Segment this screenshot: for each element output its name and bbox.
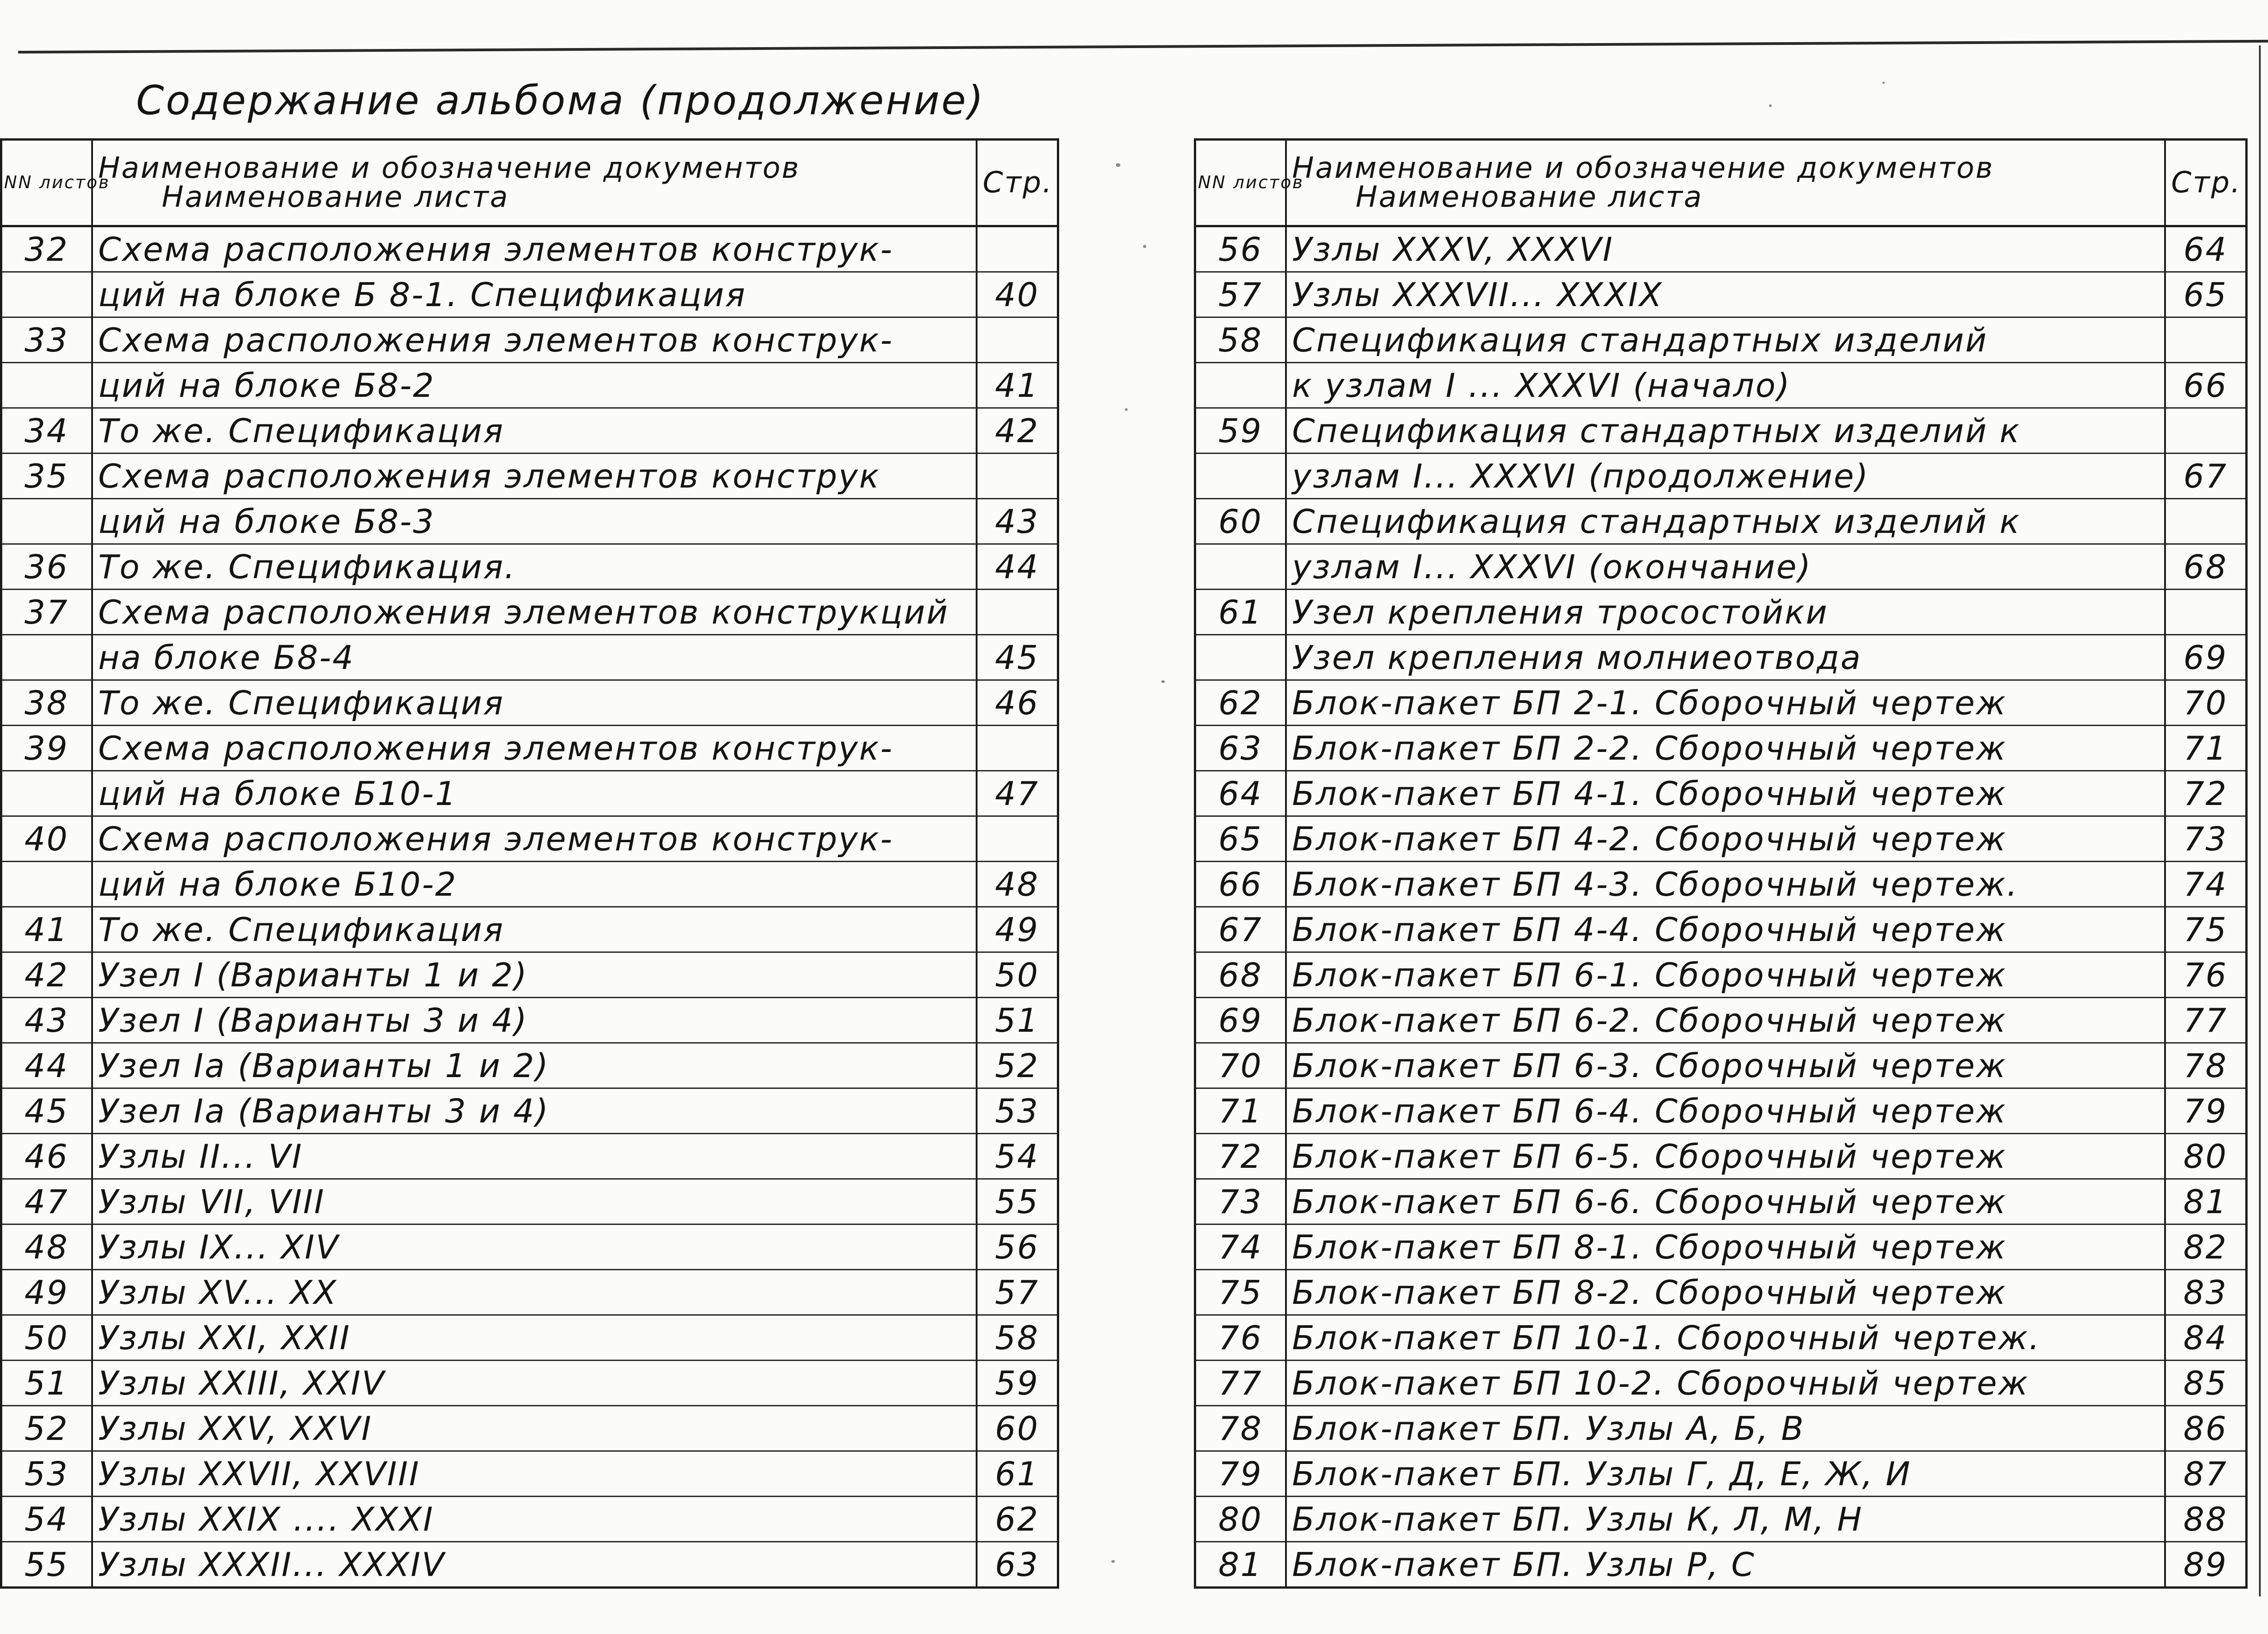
sheet-number-cell: 64: [1195, 771, 1286, 816]
table-row: [1195, 1270, 2247, 1315]
document-name-cell: Узел Iа (Варианты 1 и 2): [92, 1043, 977, 1088]
document-name-cell: Блок-пакет БП 6-6. Сборочный чертеж: [1286, 1179, 2165, 1224]
sheet-number-cell: 34: [1, 408, 92, 454]
sheet-number-cell: 80: [1195, 1497, 1286, 1542]
page-header: Стр.: [2165, 140, 2247, 226]
document-name-header: [92, 140, 977, 226]
document-name-cell: Схема расположения элементов конструк: [92, 454, 977, 499]
table-row: [1195, 454, 2247, 499]
page-number-cell: 61: [977, 1451, 1058, 1497]
page-number-cell: 86: [2165, 1406, 2247, 1451]
document-name-cell: Спецификация стандартных изделий к: [1286, 408, 2165, 454]
contents-table-left: [0, 138, 1059, 1589]
scan-speck: [1769, 104, 1772, 107]
document-name-cell: Блок-пакет БП 8-2. Сборочный чертеж: [1286, 1270, 2165, 1315]
table-row: [1195, 1315, 2247, 1361]
table-row: [1195, 1088, 2247, 1134]
document-name-cell: Узлы VII, VIII: [92, 1179, 977, 1224]
page-number-cell: 49: [977, 907, 1058, 952]
document-name-cell: Блок-пакет БП 4-3. Сборочный чертеж.: [1286, 862, 2165, 907]
table-row: [1, 544, 1058, 590]
sheet-number-cell: 81: [1195, 1542, 1286, 1588]
table-row: [1195, 1179, 2247, 1224]
page-number-cell: [2165, 499, 2247, 544]
table-row: [1195, 363, 2247, 408]
document-name-cell: Блок-пакет БП 4-1. Сборочный чертеж: [1286, 771, 2165, 816]
document-name-header-line1: Наименование и обозначение документов: [98, 151, 800, 185]
page-number-cell: 58: [977, 1315, 1058, 1361]
table-row: [1195, 544, 2247, 590]
sheet-number-cell: 35: [1, 454, 92, 499]
sheet-number-cell: [1, 363, 92, 408]
page-number-cell: 62: [977, 1497, 1058, 1542]
page-number-cell: [2165, 590, 2247, 635]
album-contents-title: Содержание альбома (продолжение): [136, 77, 985, 124]
sheet-number-cell: 71: [1195, 1088, 1286, 1134]
page-number-cell: 59: [977, 1361, 1058, 1406]
document-name-cell: То же. Спецификация: [92, 408, 977, 454]
table-row: [1, 771, 1058, 816]
document-name-cell: Узлы XXXII... XXXIV: [92, 1542, 977, 1588]
table-row: [1195, 680, 2247, 726]
page-number-cell: [977, 726, 1058, 771]
page-number-cell: 64: [2165, 226, 2247, 272]
sheet-number-cell: 61: [1195, 590, 1286, 635]
sheet-number-cell: 73: [1195, 1179, 1286, 1224]
document-name-cell: Узел крепления молниеотвода: [1286, 635, 2165, 680]
table-row: [1195, 998, 2247, 1043]
page-number-cell: 67: [2165, 454, 2247, 499]
document-name-cell: Блок-пакет БП 2-2. Сборочный чертеж: [1286, 726, 2165, 771]
document-name-cell: Блок-пакет БП 10-2. Сборочный чертеж: [1286, 1361, 2165, 1406]
document-name-cell: узлам I... XXXVI (окончание): [1286, 544, 2165, 590]
document-name-cell: Спецификация стандартных изделий к: [1286, 499, 2165, 544]
table-row: [1, 952, 1058, 998]
sheet-number-cell: 77: [1195, 1361, 1286, 1406]
page-number-cell: 52: [977, 1043, 1058, 1088]
document-name-cell: Узлы II... VI: [92, 1134, 977, 1179]
sheet-number-cell: 53: [1, 1451, 92, 1497]
table-row: [1, 1361, 1058, 1406]
table-row: [1, 1315, 1058, 1361]
page-number-cell: 72: [2165, 771, 2247, 816]
table-row: [1, 726, 1058, 771]
page-number-cell: 54: [977, 1134, 1058, 1179]
table-row: [1, 635, 1058, 680]
table-row: [1195, 1224, 2247, 1270]
document-name-header-line2: Наименование листа: [1355, 180, 1703, 214]
document-name-header: [1286, 140, 2165, 226]
document-name-cell: То же. Спецификация: [92, 907, 977, 952]
page-number-cell: 78: [2165, 1043, 2247, 1088]
table-row: [1, 226, 1058, 272]
scan-speck: [1882, 82, 1885, 84]
document-name-cell: ций на блоке Б10-1: [92, 771, 977, 816]
contents-table-right: [1194, 138, 2248, 1589]
sheet-number-cell: [1195, 544, 1286, 590]
sheet-number-cell: [1, 272, 92, 317]
sheet-number-cell: 51: [1, 1361, 92, 1406]
sheet-number-cell: [1, 771, 92, 816]
table-row: [1, 408, 1058, 454]
page-number-cell: 83: [2165, 1270, 2247, 1315]
sheet-number-cell: 54: [1, 1497, 92, 1542]
document-name-cell: ций на блоке Б10-2: [92, 862, 977, 907]
table-row: [1, 1270, 1058, 1315]
sheet-number-cell: 59: [1195, 408, 1286, 454]
sheet-number-cell: 63: [1195, 726, 1286, 771]
document-name-cell: Блок-пакет БП. Узлы К, Л, М, Н: [1286, 1497, 2165, 1542]
table-row: [1195, 726, 2247, 771]
document-name-cell: Схема расположения элементов конструк-: [92, 317, 977, 363]
table-row: [1, 1406, 1058, 1451]
document-name-cell: Узлы XXIII, XXIV: [92, 1361, 977, 1406]
sheet-number-cell: [1, 499, 92, 544]
table-header-row: [1195, 140, 2247, 226]
document-name-cell: Блок-пакет БП. Узлы Г, Д, Е, Ж, И: [1286, 1451, 2165, 1497]
sheet-number-cell: 69: [1195, 998, 1286, 1043]
document-name-cell: Блок-пакет БП 4-4. Сборочный чертеж: [1286, 907, 2165, 952]
document-name-cell: Узлы XXV, XXVI: [92, 1406, 977, 1451]
document-name-cell: к узлам I ... XXXVI (начало): [1286, 363, 2165, 408]
document-name-cell: Узлы XXVII, XXVIII: [92, 1451, 977, 1497]
page-number-cell: 81: [2165, 1179, 2247, 1224]
page-number-cell: 73: [2165, 816, 2247, 862]
sheet-number-cell: 32: [1, 226, 92, 272]
table-row: [1, 907, 1058, 952]
page-number-cell: 84: [2165, 1315, 2247, 1361]
table-row: [1195, 1542, 2247, 1588]
contents-left-rows: [1, 226, 1058, 1588]
sheet-number-cell: 68: [1195, 952, 1286, 998]
document-name-cell: Схема расположения элементов конструкций: [92, 590, 977, 635]
scan-speck: [1111, 1560, 1115, 1563]
page-number-cell: 63: [977, 1542, 1058, 1588]
sheet-number-cell: 50: [1, 1315, 92, 1361]
sheet-number-cell: 66: [1195, 862, 1286, 907]
document-name-cell: То же. Спецификация: [92, 680, 977, 726]
page-number-cell: 48: [977, 862, 1058, 907]
document-name-cell: Узлы XV... XX: [92, 1270, 977, 1315]
sheet-number-cell: 62: [1195, 680, 1286, 726]
page-number-cell: 44: [977, 544, 1058, 590]
document-name-cell: Узел крепления тросостойки: [1286, 590, 2165, 635]
table-row: [1195, 499, 2247, 544]
sheet-number-cell: 49: [1, 1270, 92, 1315]
page-number-cell: 50: [977, 952, 1058, 998]
table-row: [1, 1497, 1058, 1542]
document-name-cell: Узлы XXIX .... XXXI: [92, 1497, 977, 1542]
page-number-cell: [2165, 408, 2247, 454]
page-number-cell: 87: [2165, 1451, 2247, 1497]
page-number-cell: 69: [2165, 635, 2247, 680]
table-row: [1195, 317, 2247, 363]
scan-speck: [1143, 245, 1146, 248]
document-name-cell: То же. Спецификация.: [92, 544, 977, 590]
sheet-number-cell: 33: [1, 317, 92, 363]
page-number-cell: 68: [2165, 544, 2247, 590]
page-number-cell: 85: [2165, 1361, 2247, 1406]
sheet-number-cell: 72: [1195, 1134, 1286, 1179]
document-name-cell: на блоке Б8-4: [92, 635, 977, 680]
page-number-cell: 43: [977, 499, 1058, 544]
page-number-cell: 51: [977, 998, 1058, 1043]
sheet-number-cell: 74: [1195, 1224, 1286, 1270]
table-row: [1195, 862, 2247, 907]
document-name-cell: Блок-пакет БП 6-2. Сборочный чертеж: [1286, 998, 2165, 1043]
sheet-number-cell: [1, 862, 92, 907]
page-number-cell: 57: [977, 1270, 1058, 1315]
document-name-cell: Блок-пакет БП 6-1. Сборочный чертеж: [1286, 952, 2165, 998]
contents-right-rows: [1195, 226, 2247, 1588]
page-number-cell: 77: [2165, 998, 2247, 1043]
document-name-cell: Блок-пакет БП 6-4. Сборочный чертеж: [1286, 1088, 2165, 1134]
document-name-cell: ций на блоке Б8-3: [92, 499, 977, 544]
page-number-cell: [977, 317, 1058, 363]
sheet-number-cell: 55: [1, 1542, 92, 1588]
table-row: [1195, 907, 2247, 952]
document-name-cell: ций на блоке Б 8-1. Спецификация: [92, 272, 977, 317]
sheet-number-cell: 75: [1195, 1270, 1286, 1315]
table-row: [1, 1043, 1058, 1088]
sheet-number-cell: [1195, 363, 1286, 408]
page-number-cell: [977, 590, 1058, 635]
document-name-cell: Блок-пакет БП 4-2. Сборочный чертеж: [1286, 816, 2165, 862]
page-number-cell: [977, 454, 1058, 499]
table-row: [1195, 226, 2247, 272]
page-number-cell: 74: [2165, 862, 2247, 907]
scan-speck: [1125, 408, 1128, 411]
sheet-number-header: NN листов: [1, 140, 92, 226]
sheet-number-cell: 67: [1195, 907, 1286, 952]
sheet-number-cell: 79: [1195, 1451, 1286, 1497]
table-row: [1, 1088, 1058, 1134]
table-row: [1, 499, 1058, 544]
table-row: [1195, 1497, 2247, 1542]
document-name-cell: Узлы XXXV, XXXVI: [1286, 226, 2165, 272]
document-name-cell: Узел I (Варианты 1 и 2): [92, 952, 977, 998]
table-row: [1, 1451, 1058, 1497]
sheet-number-cell: 43: [1, 998, 92, 1043]
page-number-cell: 55: [977, 1179, 1058, 1224]
page-number-cell: 75: [2165, 907, 2247, 952]
page-number-cell: 40: [977, 272, 1058, 317]
table-row: [1, 1134, 1058, 1179]
scan-speck: [1161, 680, 1165, 683]
page-number-cell: [977, 226, 1058, 272]
page-number-cell: 41: [977, 363, 1058, 408]
table-row: [1195, 952, 2247, 998]
page-number-cell: 47: [977, 771, 1058, 816]
table-row: [1195, 1361, 2247, 1406]
table-row: [1195, 408, 2247, 454]
sheet-number-cell: 44: [1, 1043, 92, 1088]
page-number-cell: 56: [977, 1224, 1058, 1270]
document-name-cell: Узлы XXI, XXII: [92, 1315, 977, 1361]
table-row: [1195, 590, 2247, 635]
table-row: [1195, 771, 2247, 816]
page-header: Стр.: [977, 140, 1058, 226]
page-number-cell: [2165, 317, 2247, 363]
document-name-cell: узлам I... XXXVI (продолжение): [1286, 454, 2165, 499]
sheet-number-cell: 52: [1, 1406, 92, 1451]
sheet-number-cell: 36: [1, 544, 92, 590]
sheet-number-cell: 46: [1, 1134, 92, 1179]
document-name-header-line2: Наименование листа: [161, 180, 509, 214]
table-row: [1195, 1406, 2247, 1451]
sheet-number-cell: [1195, 635, 1286, 680]
table-row: [1, 816, 1058, 862]
page-number-cell: 89: [2165, 1542, 2247, 1588]
table-row: [1, 272, 1058, 317]
page-number-cell: 76: [2165, 952, 2247, 998]
sheet-number-cell: 37: [1, 590, 92, 635]
sheet-number-cell: 42: [1, 952, 92, 998]
document-name-cell: Блок-пакет БП 2-1. Сборочный чертеж: [1286, 680, 2165, 726]
table-row: [1195, 635, 2247, 680]
page-number-cell: 71: [2165, 726, 2247, 771]
table-row: [1195, 1134, 2247, 1179]
document-name-cell: ций на блоке Б8-2: [92, 363, 977, 408]
page-number-cell: 66: [2165, 363, 2247, 408]
sheet-number-cell: [1195, 454, 1286, 499]
sheet-number-cell: 56: [1195, 226, 1286, 272]
table-row: [1195, 816, 2247, 862]
page-number-cell: 70: [2165, 680, 2247, 726]
document-name-cell: Блок-пакет БП. Узлы Р, С: [1286, 1542, 2165, 1588]
page-number-cell: 80: [2165, 1134, 2247, 1179]
sheet-number-cell: 38: [1, 680, 92, 726]
page-number-cell: 60: [977, 1406, 1058, 1451]
page-number-cell: 42: [977, 408, 1058, 454]
sheet-number-cell: 70: [1195, 1043, 1286, 1088]
table-row: [1, 317, 1058, 363]
document-name-cell: Блок-пакет БП 6-5. Сборочный чертеж: [1286, 1134, 2165, 1179]
sheet-number-header: NN листов: [1195, 140, 1286, 226]
table-row: [1, 1224, 1058, 1270]
page-number-cell: 45: [977, 635, 1058, 680]
page-number-cell: 53: [977, 1088, 1058, 1134]
table-row: [1, 1542, 1058, 1588]
document-name-cell: Блок-пакет БП 6-3. Сборочный чертеж: [1286, 1043, 2165, 1088]
table-row: [1195, 1043, 2247, 1088]
page-number-cell: [977, 816, 1058, 862]
sheet-number-cell: 41: [1, 907, 92, 952]
sheet-number-cell: 47: [1, 1179, 92, 1224]
page-number-cell: 79: [2165, 1088, 2247, 1134]
document-name-header-line1: Наименование и обозначение документов: [1292, 151, 1994, 185]
document-name-cell: Схема расположения элементов конструк-: [92, 816, 977, 862]
table-row: [1, 862, 1058, 907]
table-header-row: [1, 140, 1058, 226]
page-number-cell: 88: [2165, 1497, 2247, 1542]
sheet-number-cell: 57: [1195, 272, 1286, 317]
document-name-cell: Блок-пакет БП 8-1. Сборочный чертеж: [1286, 1224, 2165, 1270]
document-name-cell: Схема расположения элементов конструк-: [92, 726, 977, 771]
sheet-number-cell: 78: [1195, 1406, 1286, 1451]
page-number-cell: 65: [2165, 272, 2247, 317]
page-number-cell: 46: [977, 680, 1058, 726]
sheet-number-cell: [1, 635, 92, 680]
table-row: [1, 998, 1058, 1043]
document-name-cell: Блок-пакет БП. Узлы А, Б, В: [1286, 1406, 2165, 1451]
sheet-number-cell: 58: [1195, 317, 1286, 363]
table-row: [1, 590, 1058, 635]
table-row: [1195, 1451, 2247, 1497]
document-name-cell: Узлы IX... XIV: [92, 1224, 977, 1270]
document-name-cell: Узел I (Варианты 3 и 4): [92, 998, 977, 1043]
table-row: [1, 363, 1058, 408]
table-row: [1, 680, 1058, 726]
document-name-cell: Спецификация стандартных изделий: [1286, 317, 2165, 363]
sheet-number-cell: 65: [1195, 816, 1286, 862]
sheet-number-cell: 60: [1195, 499, 1286, 544]
scan-speck: [1116, 163, 1120, 167]
table-row: [1, 454, 1058, 499]
document-name-cell: Узел Iа (Варианты 3 и 4): [92, 1088, 977, 1134]
document-name-cell: Схема расположения элементов конструк-: [92, 226, 977, 272]
sheet-number-cell: 76: [1195, 1315, 1286, 1361]
sheet-number-cell: 40: [1, 816, 92, 862]
page-number-cell: 82: [2165, 1224, 2247, 1270]
table-row: [1, 1179, 1058, 1224]
sheet-number-cell: 48: [1, 1224, 92, 1270]
sheet-number-cell: 39: [1, 726, 92, 771]
sheet-number-cell: 45: [1, 1088, 92, 1134]
sheet-top-edge: [18, 40, 2268, 54]
table-row: [1195, 272, 2247, 317]
sheet-right-edge: [2259, 45, 2261, 1596]
document-name-cell: Блок-пакет БП 10-1. Сборочный чертеж.: [1286, 1315, 2165, 1361]
document-name-cell: Узлы XXXVII... XXXIX: [1286, 272, 2165, 317]
